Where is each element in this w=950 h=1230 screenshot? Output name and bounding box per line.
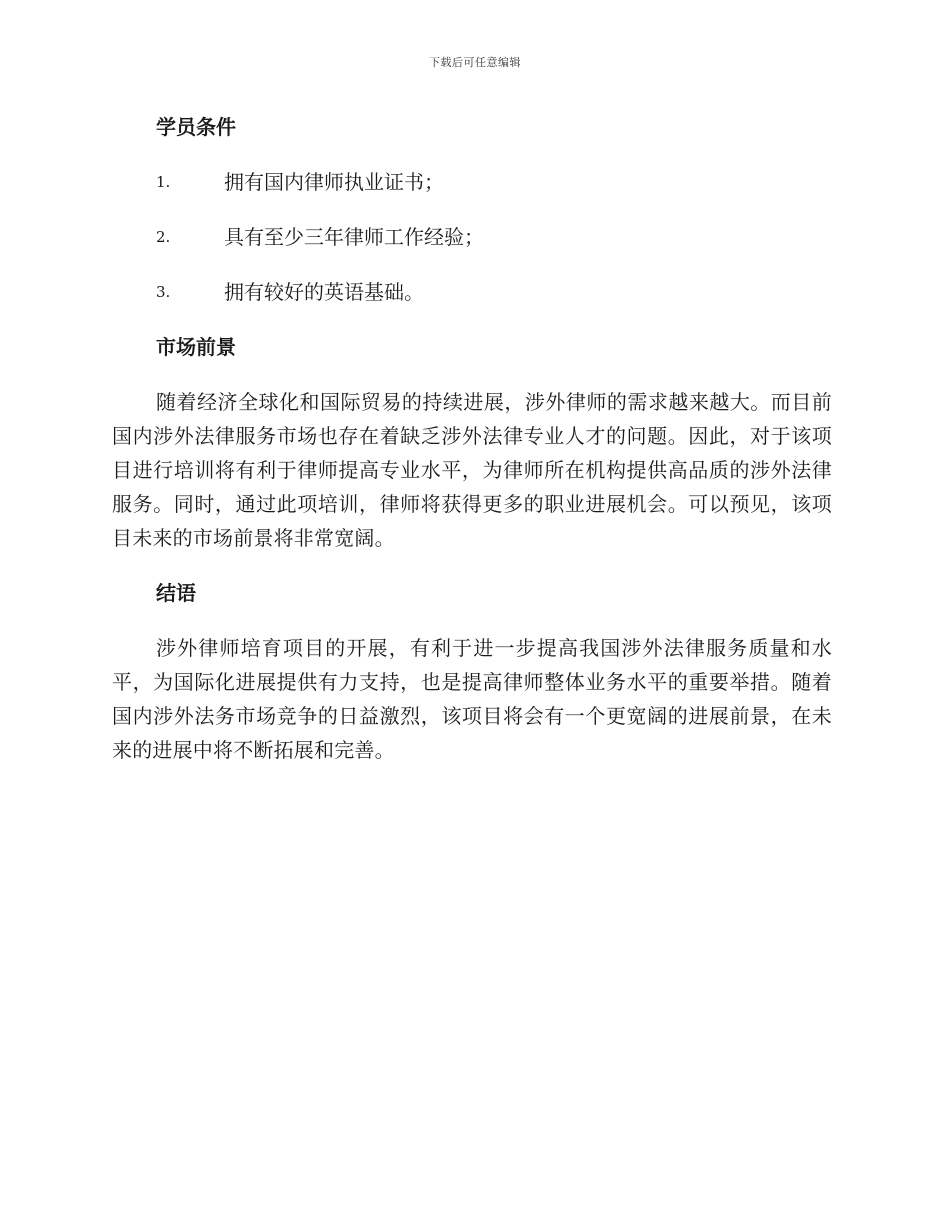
header-note: 下载后可任意编辑	[429, 56, 521, 69]
list-item	[112, 275, 832, 309]
market-heading: 市场前景	[156, 335, 236, 359]
list-item-number: 2.	[156, 228, 171, 246]
requirements-heading: 学员条件	[156, 115, 236, 139]
list-item-number: 1.	[156, 173, 171, 191]
list-item-text: 具有至少三年律师工作经验；	[224, 225, 484, 249]
list-item	[112, 165, 832, 199]
list-item-text: 拥有国内律师执业证书；	[224, 170, 444, 194]
conclusion-paragraph: 涉外律师培育项目的开展，有利于进一步提高我国涉外法律服务质量和水平，为国际化进展提供有力支持，也是提高律师整体业务水平的重要举措。随着国内涉外法务市场竞争的日益激烈，该项目将会有一个更宽阔的进展前景，在未来的进展中将不断拓展和完善。	[112, 636, 832, 762]
requirements-list	[112, 165, 832, 309]
list-item-number: 3.	[156, 283, 171, 301]
list-item	[112, 220, 832, 254]
list-item-text: 拥有较好的英语基础。	[224, 280, 424, 304]
document-body	[112, 110, 832, 767]
market-paragraph: 随着经济全球化和国际贸易的持续进展，涉外律师的需求越来越大。而目前国内涉外法律服务市场也存在着缺乏涉外法律专业人才的问题。因此，对于该项目进行培训将有利于律师提高专业水平，为律师所在机构提供高品质的涉外法律服务。同时，通过此项培训，律师将获得更多的职业进展机会。可以预见，该项目未来的市场前景将非常宽阔。	[112, 390, 832, 550]
conclusion-heading: 结语	[156, 581, 196, 605]
